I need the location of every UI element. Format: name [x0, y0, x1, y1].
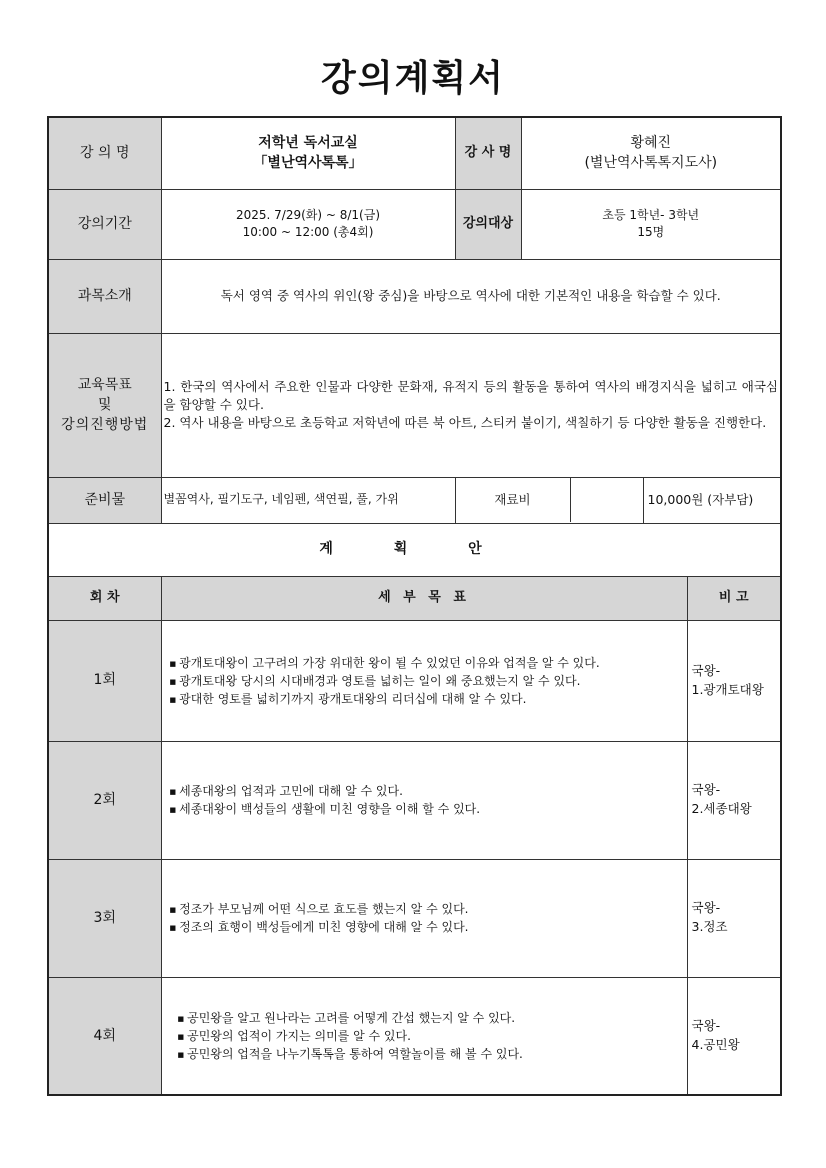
session-label-2: 2회	[48, 741, 161, 859]
fee-text: 10,000원 (자부담)	[643, 477, 781, 523]
session-label-3: 3회	[48, 859, 161, 977]
session-4-item-3: ■ 공민왕의 업적을 나누기톡톡을 통하여 역할놀이를 해 볼 수 있다.	[178, 1045, 683, 1063]
intro-row	[48, 259, 781, 333]
session-row-2	[48, 741, 781, 859]
fee-label-wrap	[455, 477, 643, 523]
goals-label	[48, 333, 161, 477]
course-row	[48, 117, 781, 189]
session-label-1: 1회	[48, 620, 161, 741]
course-name	[161, 117, 455, 189]
fee-subrow	[456, 478, 643, 522]
session-note-2	[687, 741, 781, 859]
period-row	[48, 189, 781, 259]
session-note-1	[687, 620, 781, 741]
session-row-4	[48, 977, 781, 1095]
col-goals-header: 세 부 목 표	[161, 576, 687, 620]
session-row-1	[48, 620, 781, 741]
goal-2: 2. 역사 내용을 바탕으로 초등학교 저학년에 따른 북 아트, 스티커 붙이기, 색칠하기 등 다양한 활동을 진행한다.	[163, 415, 767, 431]
fee-text-inner	[570, 478, 643, 522]
session-2-item-1: ■ 세종대왕의 업적과 고민에 대해 알 수 있다.	[170, 782, 683, 800]
instructor-name: 황혜진	[630, 134, 672, 151]
fee-label: 재료비	[456, 478, 571, 522]
session-3-item-2: ■ 정조의 효행이 백성들에게 미친 영향에 대해 알 수 있다.	[170, 918, 683, 936]
document-title: 강의계획서	[321, 58, 505, 99]
period-cell	[161, 189, 455, 259]
intro-text: 독서 영역 중 역사의 위인(왕 중심)을 바탕으로 역사에 대한 기본적인 내용을 학습할 수 있다.	[161, 259, 781, 333]
period-dates: 2025. 7/29(화) ~ 8/1(금)	[235, 207, 381, 222]
period-times: 10:00 ~ 12:00 (총4회)	[242, 225, 374, 239]
session-1-note-line1: 국왕-	[691, 662, 721, 678]
session-2-note-line1: 국왕-	[691, 782, 721, 798]
session-goals-1	[161, 620, 687, 741]
session-2-item-2: ■ 세종대왕이 백성들의 생활에 미친 영향을 이해 할 수 있다.	[170, 800, 683, 818]
session-4-item-2: ■ 공민왕의 업적이 가지는 의미를 알 수 있다.	[178, 1027, 683, 1045]
session-note-3	[687, 859, 781, 977]
fee-subtable	[456, 478, 643, 522]
session-1-note-line2: 1.광개토대왕	[691, 681, 764, 697]
session-1-item-1: ■ 광개토대왕이 고구려의 가장 위대한 왕이 될 수 있었던 이유와 업적을 알 수 있다.	[170, 654, 683, 672]
plan-header-row	[48, 576, 781, 620]
intro-label: 과목소개	[48, 259, 161, 333]
session-4-note-line2: 4.공민왕	[691, 1036, 740, 1052]
session-goals-3	[161, 859, 687, 977]
goals-text	[161, 333, 781, 477]
session-3-item-1: ■ 정조가 부모님께 어떤 식으로 효도를 했는지 알 수 있다.	[170, 900, 683, 918]
goals-label-line1: 교육목표	[77, 376, 132, 393]
plan-heading: 계 획 안	[48, 523, 781, 576]
course-name-line1: 저학년 독서교실	[258, 134, 358, 151]
session-3-note-line1: 국왕-	[691, 900, 721, 916]
goals-label-line2: 및	[97, 396, 112, 413]
instructor-role: (별난역사톡톡지도사)	[584, 155, 718, 172]
target-cell	[521, 189, 781, 259]
course-name-line2: 「별난역사톡톡」	[253, 155, 363, 172]
session-2-note-line2: 2.세종대왕	[691, 801, 752, 816]
session-1-item-2: ■ 광개토대왕 당시의 시대배경과 영토를 넓히는 일이 왜 중요했는지 알 수 있다.	[170, 672, 683, 690]
session-4-item-1: ■ 공민왕을 알고 원나라는 고려를 어떻게 간섭 했는지 알 수 있다.	[178, 1009, 683, 1027]
session-row-3	[48, 859, 781, 977]
plan-heading-row	[48, 523, 781, 576]
goals-label-line3: 강의진행방법	[61, 417, 149, 434]
session-3-note-line2: 3.정조	[691, 919, 728, 934]
col-session-header: 회 차	[48, 576, 161, 620]
course-label: 강 의 명	[48, 117, 161, 189]
syllabus-table	[47, 116, 782, 1096]
materials-text: 별꼼역사, 필기도구, 네임펜, 색연필, 풀, 가위	[161, 477, 455, 523]
goals-row	[48, 333, 781, 477]
session-goals-2	[161, 741, 687, 859]
session-label-4: 4회	[48, 977, 161, 1095]
session-goals-4	[161, 977, 687, 1095]
materials-label: 준비물	[48, 477, 161, 523]
session-4-note-line1: 국왕-	[691, 1018, 721, 1033]
target-grade: 초등 1학년- 3학년	[602, 207, 700, 222]
materials-row	[48, 477, 781, 523]
goal-1: 1. 한국의 역사에서 주요한 인물과 다양한 문화재, 유적지 등의 활동을 통하여 역사의 배경지식을 넓히고 애국심을 함양할 수 있다.	[163, 378, 779, 412]
target-label: 강의대상	[455, 189, 521, 259]
target-count: 15명	[637, 225, 665, 239]
col-note-header: 비 고	[687, 576, 781, 620]
instructor-label: 강 사 명	[455, 117, 521, 189]
session-1-item-3: ■ 광대한 영토를 넓히기까지 광개토대왕의 리더십에 대해 알 수 있다.	[170, 690, 683, 708]
period-label: 강의기간	[48, 189, 161, 259]
instructor-cell	[521, 117, 781, 189]
session-note-4	[687, 977, 781, 1095]
